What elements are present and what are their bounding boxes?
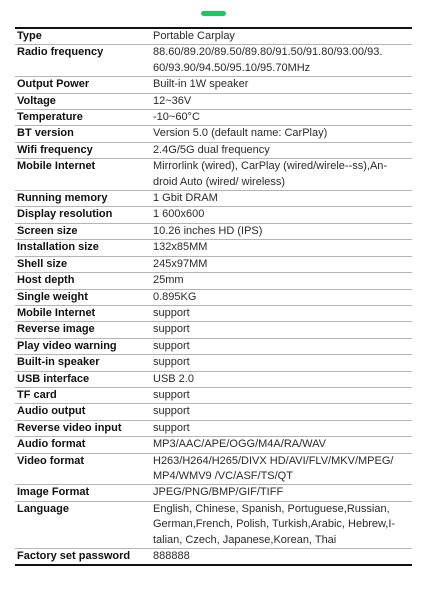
spec-row — [15, 142, 412, 158]
spec-value-line: MP3/AAC/APE/OGG/M4A/RA/WAV — [153, 438, 326, 451]
spec-label: Factory set password — [17, 550, 131, 562]
spec-value-line: Built-in 1W speaker — [153, 78, 249, 91]
spec-value-line: 2.4G/5G dual frequency — [153, 143, 270, 156]
spec-label: Temperature — [17, 111, 83, 124]
spec-label: Output Power — [17, 78, 90, 91]
spec-label: Host depth — [17, 274, 75, 287]
spec-label: TF card — [17, 388, 57, 401]
spec-label: Running memory — [17, 192, 108, 205]
spec-row — [15, 223, 412, 239]
spec-value-line: Version 5.0 (default name: CarPlay) — [153, 127, 328, 140]
spec-value — [153, 485, 412, 501]
spec-row — [15, 404, 412, 420]
spec-label: USB interface — [17, 372, 90, 385]
spec-value-line: 1 Gbit DRAM — [153, 192, 218, 205]
spec-row — [15, 305, 412, 321]
spec-label: Mobile Internet — [17, 160, 96, 173]
spec-row — [15, 45, 412, 77]
spec-value-line: droid Auto (wired/ wireless) — [153, 175, 286, 188]
spec-value-line: 1 600x600 — [153, 208, 205, 221]
spec-value-line: talian, Czech, Japanese,Korean, Thai — [153, 533, 337, 546]
spec-label: Display resolution — [17, 208, 113, 221]
spec-value — [153, 453, 412, 485]
spec-value — [153, 256, 412, 272]
spec-value — [153, 110, 412, 126]
spec-value — [153, 77, 412, 93]
spec-value-line: support — [153, 388, 190, 401]
spec-value — [153, 305, 412, 321]
spec-label: Single weight — [17, 290, 88, 303]
spec-value-line: H263/H264/H265/DIVX HD/AVI/FLV/MKV/MPEG/ — [153, 454, 394, 467]
spec-row — [15, 110, 412, 126]
spec-value-line: 12~36V — [153, 94, 192, 107]
spec-row — [15, 77, 412, 93]
spec-value — [153, 93, 412, 109]
spec-value-line: support — [153, 356, 190, 369]
spec-label: Installation size — [17, 241, 99, 254]
spec-value — [153, 355, 412, 371]
spec-value-line: 10.26 inches HD (IPS) — [153, 224, 263, 237]
spec-label: Radio frequency — [17, 46, 104, 59]
spec-value-line: support — [153, 339, 190, 352]
drag-handle-indicator — [201, 11, 226, 16]
spec-value-line: support — [153, 405, 190, 418]
spec-value-line: 88.60/89.20/89.50/89.80/91.50/91.80/93.00/93. — [153, 46, 383, 59]
spec-value-line: support — [153, 323, 190, 336]
spec-row — [15, 549, 412, 566]
spec-label: Reverse image — [17, 323, 95, 336]
spec-label: Screen size — [17, 224, 78, 237]
spec-value-line: JPEG/PNG/BMP/GIF/TIFF — [153, 486, 284, 499]
spec-row — [15, 126, 412, 142]
spec-row — [15, 191, 412, 207]
spec-label: Shell size — [17, 257, 68, 270]
spec-value-line: Portable Carplay — [153, 30, 235, 42]
spec-value-line: Mirrorlink (wired), CarPlay (wired/wirele--ss),An- — [153, 160, 388, 173]
spec-value — [153, 223, 412, 239]
spec-value — [153, 338, 412, 354]
spec-value — [153, 126, 412, 142]
spec-row — [15, 322, 412, 338]
spec-value — [153, 142, 412, 158]
spec-label: Audio format — [17, 438, 86, 451]
spec-label: Mobile Internet — [17, 306, 96, 319]
spec-row — [15, 420, 412, 436]
spec-value — [153, 191, 412, 207]
spec-value — [153, 437, 412, 453]
spec-value — [153, 240, 412, 256]
spec-label: Voltage — [17, 94, 56, 107]
spec-value-line: USB 2.0 — [153, 372, 194, 385]
spec-label: Language — [17, 502, 69, 515]
spec-row — [15, 338, 412, 354]
spec-label: BT version — [17, 127, 74, 140]
spec-label: Play video warning — [17, 339, 117, 352]
spec-row — [15, 501, 412, 548]
spec-value-line: MP4/WMV9 /VC/ASF/TS/QT — [153, 469, 293, 482]
spec-row — [15, 371, 412, 387]
spec-value — [153, 159, 412, 191]
spec-value-line: 245x97MM — [153, 257, 208, 270]
spec-value-line: 25mm — [153, 274, 184, 287]
spec-row — [15, 355, 412, 371]
spec-value — [153, 45, 412, 77]
spec-label: Reverse video input — [17, 421, 122, 434]
spec-table — [15, 27, 412, 566]
spec-row — [15, 453, 412, 485]
spec-value — [153, 404, 412, 420]
spec-value-line: 0.895KG — [153, 290, 197, 303]
spec-row — [15, 93, 412, 109]
spec-value-line: -10~60°C — [153, 111, 200, 124]
spec-value — [153, 28, 412, 45]
spec-row — [15, 240, 412, 256]
spec-value-line: 60/93.90/94.50/95.10/95.70MHz — [153, 61, 311, 74]
spec-value — [153, 501, 412, 548]
spec-row — [15, 159, 412, 191]
spec-value — [153, 387, 412, 403]
spec-value-line: 132x85MM — [153, 241, 208, 254]
spec-row — [15, 485, 412, 501]
spec-value-line: support — [153, 306, 190, 319]
spec-value — [153, 289, 412, 305]
spec-row — [15, 256, 412, 272]
spec-row — [15, 387, 412, 403]
spec-value-line: 888888 — [153, 550, 190, 562]
spec-label: Wifi frequency — [17, 143, 93, 156]
spec-value — [153, 420, 412, 436]
spec-row — [15, 289, 412, 305]
spec-label: Built-in speaker — [17, 356, 100, 369]
spec-label: Audio output — [17, 405, 86, 418]
spec-row — [15, 437, 412, 453]
spec-row — [15, 207, 412, 223]
spec-value-line: German,French, Polish, Turkish,Arabic, Hebrew,I- — [153, 518, 396, 531]
spec-value — [153, 322, 412, 338]
spec-label: Type — [17, 30, 42, 42]
spec-value — [153, 207, 412, 223]
spec-table-body — [15, 28, 412, 565]
spec-row — [15, 273, 412, 289]
spec-value — [153, 549, 412, 566]
spec-label: Image Format — [17, 486, 90, 499]
spec-value-line: support — [153, 421, 190, 434]
spec-value — [153, 371, 412, 387]
spec-value-line: English, Chinese, Spanish, Portuguese,Russian, — [153, 502, 390, 515]
spec-value — [153, 273, 412, 289]
spec-row — [15, 28, 412, 45]
spec-label: Video format — [17, 454, 85, 467]
